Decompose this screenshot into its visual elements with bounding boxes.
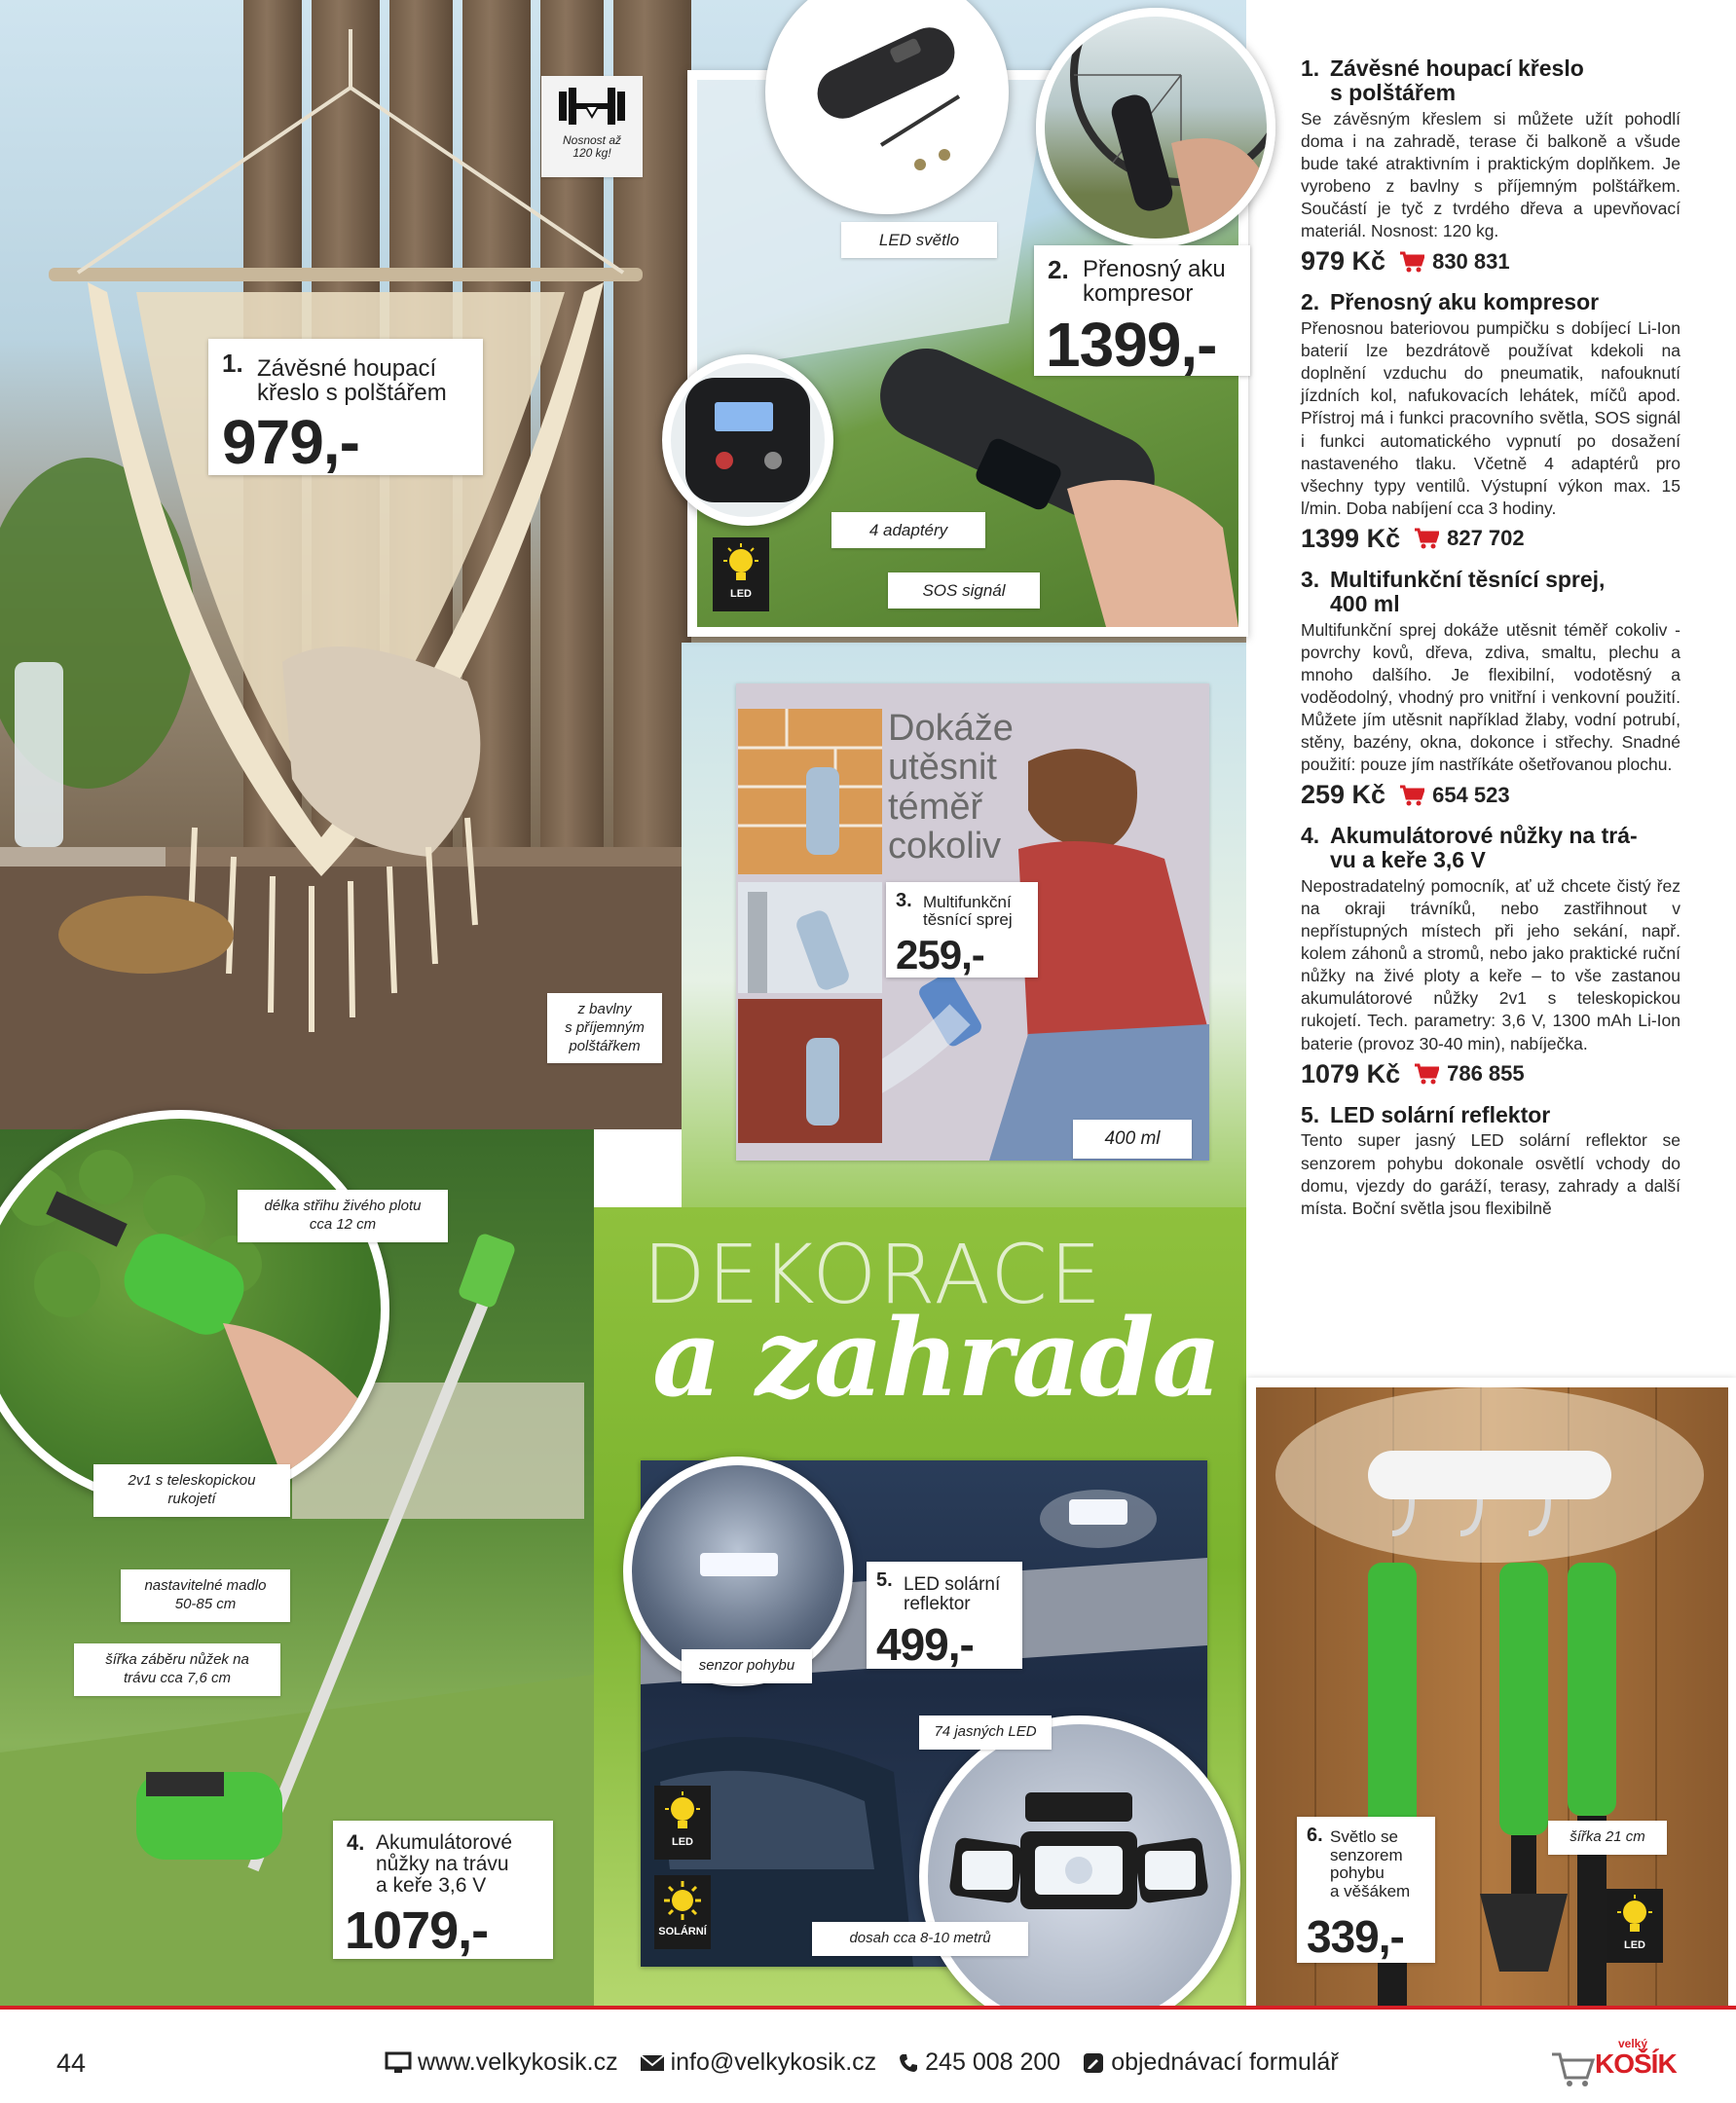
label-cut-length: délka střihu živého plotu cca 12 cm [238, 1190, 448, 1242]
tag-num: 6. [1307, 1825, 1323, 1846]
label-cotton: z bavlny s příjemným polštářkem [547, 993, 662, 1063]
product-title: 4. Akumulátorové nůžky na trá- vu a keře 3,6 V [1301, 823, 1638, 873]
product-code[interactable] [1414, 1061, 1525, 1087]
product-1 [1301, 56, 1681, 277]
label-width-21: šířka 21 cm [1548, 1821, 1667, 1855]
led-badge [654, 1786, 711, 1860]
bulb-icon [1614, 1893, 1655, 1937]
form-icon [1082, 2051, 1105, 2075]
tag-price: 259,- [896, 932, 984, 978]
footer-email-link[interactable] [640, 2048, 877, 2077]
logo-small-text: velký [1618, 2037, 1648, 2050]
tag-price: 979,- [222, 407, 359, 477]
led-badge-text: LED [672, 1836, 693, 1848]
page-number: 44 [56, 2048, 87, 2078]
product-description: Nepostradatelný pomocník, ať už chcete čistý řez na okraji trávníků, nebo zastřihnout v nepřístupných místech při jeho sekání, např. kolem záhonů a stromů, nebo jako praktické ruční nůžky na živé ploty a keře – to vše zastanou akumulátorové nůžky 2v1 s teleskopickou rukojetí. Tech. parametry: 3,6 V, 1300 mAh Li-Ion baterie (provoz 30-40 min), nabíječka. [1301, 875, 1681, 1053]
product-description: Se závěsným křeslem si můžete užít pohodlí doma i na zahradě, terase či balkoně a všude bude také atraktivním i praktickým doplňkem. Je vyrobeno z bavlny s příjemným polštářkem. Součástí je tyč z tvrdého dřeva a upevňovací materiál. Nosnost: 120 kg. [1301, 108, 1681, 241]
spray-headline: Dokáže utěsnit téměř cokoliv [888, 708, 1014, 867]
product-price: 1079 Kč [1301, 1058, 1401, 1088]
label-led-light: LED světlo [841, 222, 997, 258]
weight-badge [541, 76, 643, 177]
tag-price: 499,- [876, 1619, 974, 1670]
label-motion-sensor: senzor pohybu [682, 1649, 812, 1683]
product-code-text: 827 702 [1447, 526, 1525, 551]
product-2 [1301, 290, 1681, 554]
product-description: Přenosnou bateriovou pumpičku s dobíjecí Li-Ion baterií lze bezdrátově používat kdekoli na doplnění vzduchu do pneumatik, nafouknutí jízdních kol, nafukovacích lehátek, míčů apod. Přístroj má i funkci pracovního světla, SOS signál i funkci automatického vypnutí po dosažení nastaveného tlaku. Včetně 4 adaptérů pro všechny typy ventilů. Výstupní výkon max. 15 l/min. Doba nabíjení cca 3 hodiny. [1301, 318, 1681, 518]
product-code-text: 654 523 [1432, 782, 1510, 807]
product-price-line [1301, 780, 1681, 810]
barbell-icon [553, 82, 631, 130]
phone-icon [898, 2052, 919, 2074]
product-4 [1301, 824, 1681, 1088]
product-title: 5. LED solární reflektor [1301, 1101, 1551, 1127]
product-title: 3. Multifunkční těsnící sprej, 400 ml [1301, 566, 1606, 616]
label-74-led: 74 jasných LED [919, 1716, 1052, 1750]
label-range: dosah cca 8-10 metrů [812, 1922, 1028, 1956]
label-telescopic: 2v1 s teleskopickou rukojetí [93, 1464, 290, 1517]
velkykosik-logo[interactable] [1548, 2035, 1684, 2089]
tag-price: 339,- [1307, 1911, 1404, 1962]
tag-name: Světlo se senzorem pohybu a věšákem [1330, 1827, 1411, 1901]
product-description: Multifunkční sprej dokáže utěsnit téměř cokoliv - povrchy kovů, dřeva, zdiva, smaltu, plechu a mnoho dalšího. Je flexibilní, vodotěsný a voděodolný, vhodný pro vnitřní i venkovní použití. Můžete jím utěsnit například žlaby, vodní potrubí, stěny, bazény, okna, dokonce i střechy. Snadné použití: pouze jím nastříkáte ošetřovanou plochu. [1301, 619, 1681, 775]
tag-name: Přenosný aku kompresor [1083, 256, 1226, 308]
tag-price: 1079,- [345, 1901, 489, 1960]
label-adapters: 4 adaptéry [831, 512, 985, 548]
product-5 [1301, 1103, 1681, 1220]
cart-icon [1399, 785, 1424, 806]
led-badge-text: LED [730, 588, 752, 600]
led-badge [1607, 1889, 1663, 1963]
logo-big-text: KOŠÍK [1595, 2048, 1677, 2079]
weight-text: Nosnost až 120 kg! [562, 133, 622, 161]
product-description: Tento super jasný LED solární reflektor se senzorem pohybu dokonale osvětlí vchody do domu, vjezdy do garáží, terasy, zahrady a další místa. Boční světla jsou flexibilně [1301, 1130, 1681, 1218]
product-code[interactable] [1414, 526, 1525, 551]
tag-num: 3. [896, 890, 912, 911]
product-title: 2. Přenosný aku kompresor [1301, 289, 1600, 315]
reflector-product-circle [919, 1716, 1240, 2037]
tag-price: 1399,- [1046, 310, 1217, 380]
label-sos: SOS signál [888, 572, 1040, 609]
product-price: 259 Kč [1301, 780, 1386, 810]
tag-shears [333, 1821, 553, 1959]
footer-phone-text: 245 008 200 [925, 2048, 1061, 2076]
product-code-text: 786 855 [1447, 1061, 1525, 1087]
led-badge [713, 537, 769, 611]
section-title [643, 1207, 1246, 1441]
product-price-line [1301, 524, 1681, 554]
product-title: 1. Závěsné houpací křeslo s polštářem [1301, 55, 1584, 105]
product-descriptions [1301, 56, 1681, 1234]
label-handle: nastavitelné madlo 50-85 cm [121, 1569, 290, 1622]
step-brick [738, 709, 882, 874]
tag-num: 4. [347, 1830, 365, 1855]
solar-badge-text: SOLÁRNÍ [658, 1926, 707, 1937]
tag-num: 1. [222, 349, 243, 378]
tag-num: 2. [1048, 255, 1069, 284]
step-door [738, 999, 882, 1143]
tag-name: Multifunkční těsnící sprej [923, 893, 1013, 929]
sun-icon [662, 1879, 703, 1924]
tag-light [1297, 1817, 1435, 1963]
footer-email-text: info@velkykosik.cz [670, 2048, 877, 2076]
tag-compressor [1034, 245, 1250, 380]
label-cut-width: šířka záběru nůžek na trávu cca 7,6 cm [74, 1643, 280, 1696]
cart-icon [1414, 1063, 1439, 1085]
label-400ml: 400 ml [1073, 1120, 1192, 1159]
step-gutter [738, 882, 882, 993]
footer-web-text: www.velkykosik.cz [418, 2048, 618, 2076]
footer-form-text: objednávací formulář [1111, 2048, 1339, 2076]
product-code[interactable] [1399, 249, 1510, 275]
tag-name: Akumulátorové nůžky na trávu a keře 3,6 V [376, 1831, 513, 1898]
tag-hammock [208, 339, 483, 475]
solar-badge [654, 1875, 711, 1949]
section-title-line2: a zahrada [652, 1295, 1220, 1420]
footer [0, 2006, 1736, 2103]
bulb-icon [662, 1789, 703, 1834]
product-price: 979 Kč [1301, 246, 1386, 277]
cart-icon [1414, 528, 1439, 549]
product-3 [1301, 568, 1681, 810]
product-price: 1399 Kč [1301, 523, 1401, 553]
bulb-icon [720, 541, 761, 586]
footer-form-link[interactable] [1082, 2048, 1338, 2077]
product-price-line [1301, 246, 1681, 277]
footer-contacts [385, 2048, 1339, 2077]
product-code-text: 830 831 [1432, 248, 1510, 274]
product-price-line [1301, 1059, 1681, 1089]
led-badge-text: LED [1624, 1939, 1645, 1951]
tag-spray [886, 882, 1038, 978]
gauge-closeup-circle [662, 354, 833, 526]
tag-num: 5. [876, 1569, 893, 1591]
tag-name: Závěsné houpací křeslo s polštářem [257, 355, 447, 407]
footer-phone-link[interactable] [898, 2048, 1060, 2077]
footer-web-link[interactable] [385, 2048, 618, 2077]
envelope-icon [640, 2053, 665, 2073]
product-code[interactable] [1399, 783, 1510, 808]
monitor-icon [385, 2051, 412, 2075]
cart-icon [1399, 251, 1424, 273]
tag-name: LED solární reflektor [904, 1574, 1001, 1614]
bicycle-circle [1036, 8, 1275, 247]
section-title-line1: DEKORACE [643, 1227, 1104, 1322]
tag-reflector [867, 1562, 1022, 1669]
